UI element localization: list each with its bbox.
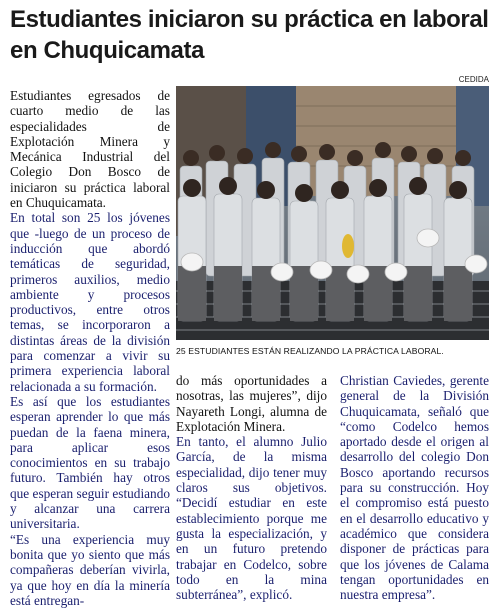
paragraph: En total son 25 los jóvenes que -luego de un proceso de inducción que abordó temáticas de seguridad, primeros auxilios, medio ambiente y procesos productivos, entre otros temas, se incorporaron a distintas áreas de la división para comenzar a vivir su primera experiencia laboral relacionada a su formación.	[10, 210, 170, 394]
group-photo	[176, 86, 489, 340]
paragraph: Estudiantes egresados de cuarto medio de las especialidades de Explotación Minera y Mecánica Industrial del Colegio Don Bosco de iniciaron su práctica laboral en Chuquicamata.	[10, 88, 170, 211]
paragraph: Es así que los estudiantes esperan aprender lo que más puedan de la faena minera, para aplicar esos conocimientos en su trabajo futuro. También hay otros que esperan seguir estudiando y alcanzar una carrera universitaria.	[10, 393, 170, 532]
paragraph: do más oportunidades a nosotras, las mujeres”, dijo Nayareth Longi, alumna de Explotación Minera.	[176, 373, 327, 434]
paragraph: En tanto, el alumno Julio García, de la misma especialidad, dijo tener muy claros sus objetivos. “Decidí estudiar en este establecimiento porque me gusta la especialización, y en un futuro pretendo trabajar en Codelco, sobre todo en la mina subterránea”, explicó.	[176, 434, 327, 603]
photo-credit: CEDIDA	[458, 75, 489, 84]
article-column-2	[176, 373, 327, 602]
photo-caption: 25 ESTUDIANTES ESTÁN REALIZANDO LA PRÁCTICA LABORAL.	[176, 346, 444, 356]
group-photo-illustration	[176, 86, 489, 340]
article-column-1	[10, 88, 170, 608]
paragraph: “Es una experiencia muy bonita que yo siento que más compañeras deberían vivirla, ya que hoy en día la minería está entregan-	[10, 531, 170, 608]
article-column-3	[340, 373, 489, 602]
headline: Estudiantes iniciaron su práctica en laboral en Chuquicamata	[10, 6, 489, 64]
paragraph: Christian Caviedes, gerente general de la División Chuquicamata, señaló que “como Codelco hemos aportado desde el origen al desarrollo del colegio Don Bosco aportando recursos para su construcción. Hoy el compromiso está puesto en el desarrollo educativo y académico que considera disponer de prácticas para que los jóvenes de Calama tengan oportunidades en nuestra empresa”.	[340, 373, 489, 603]
